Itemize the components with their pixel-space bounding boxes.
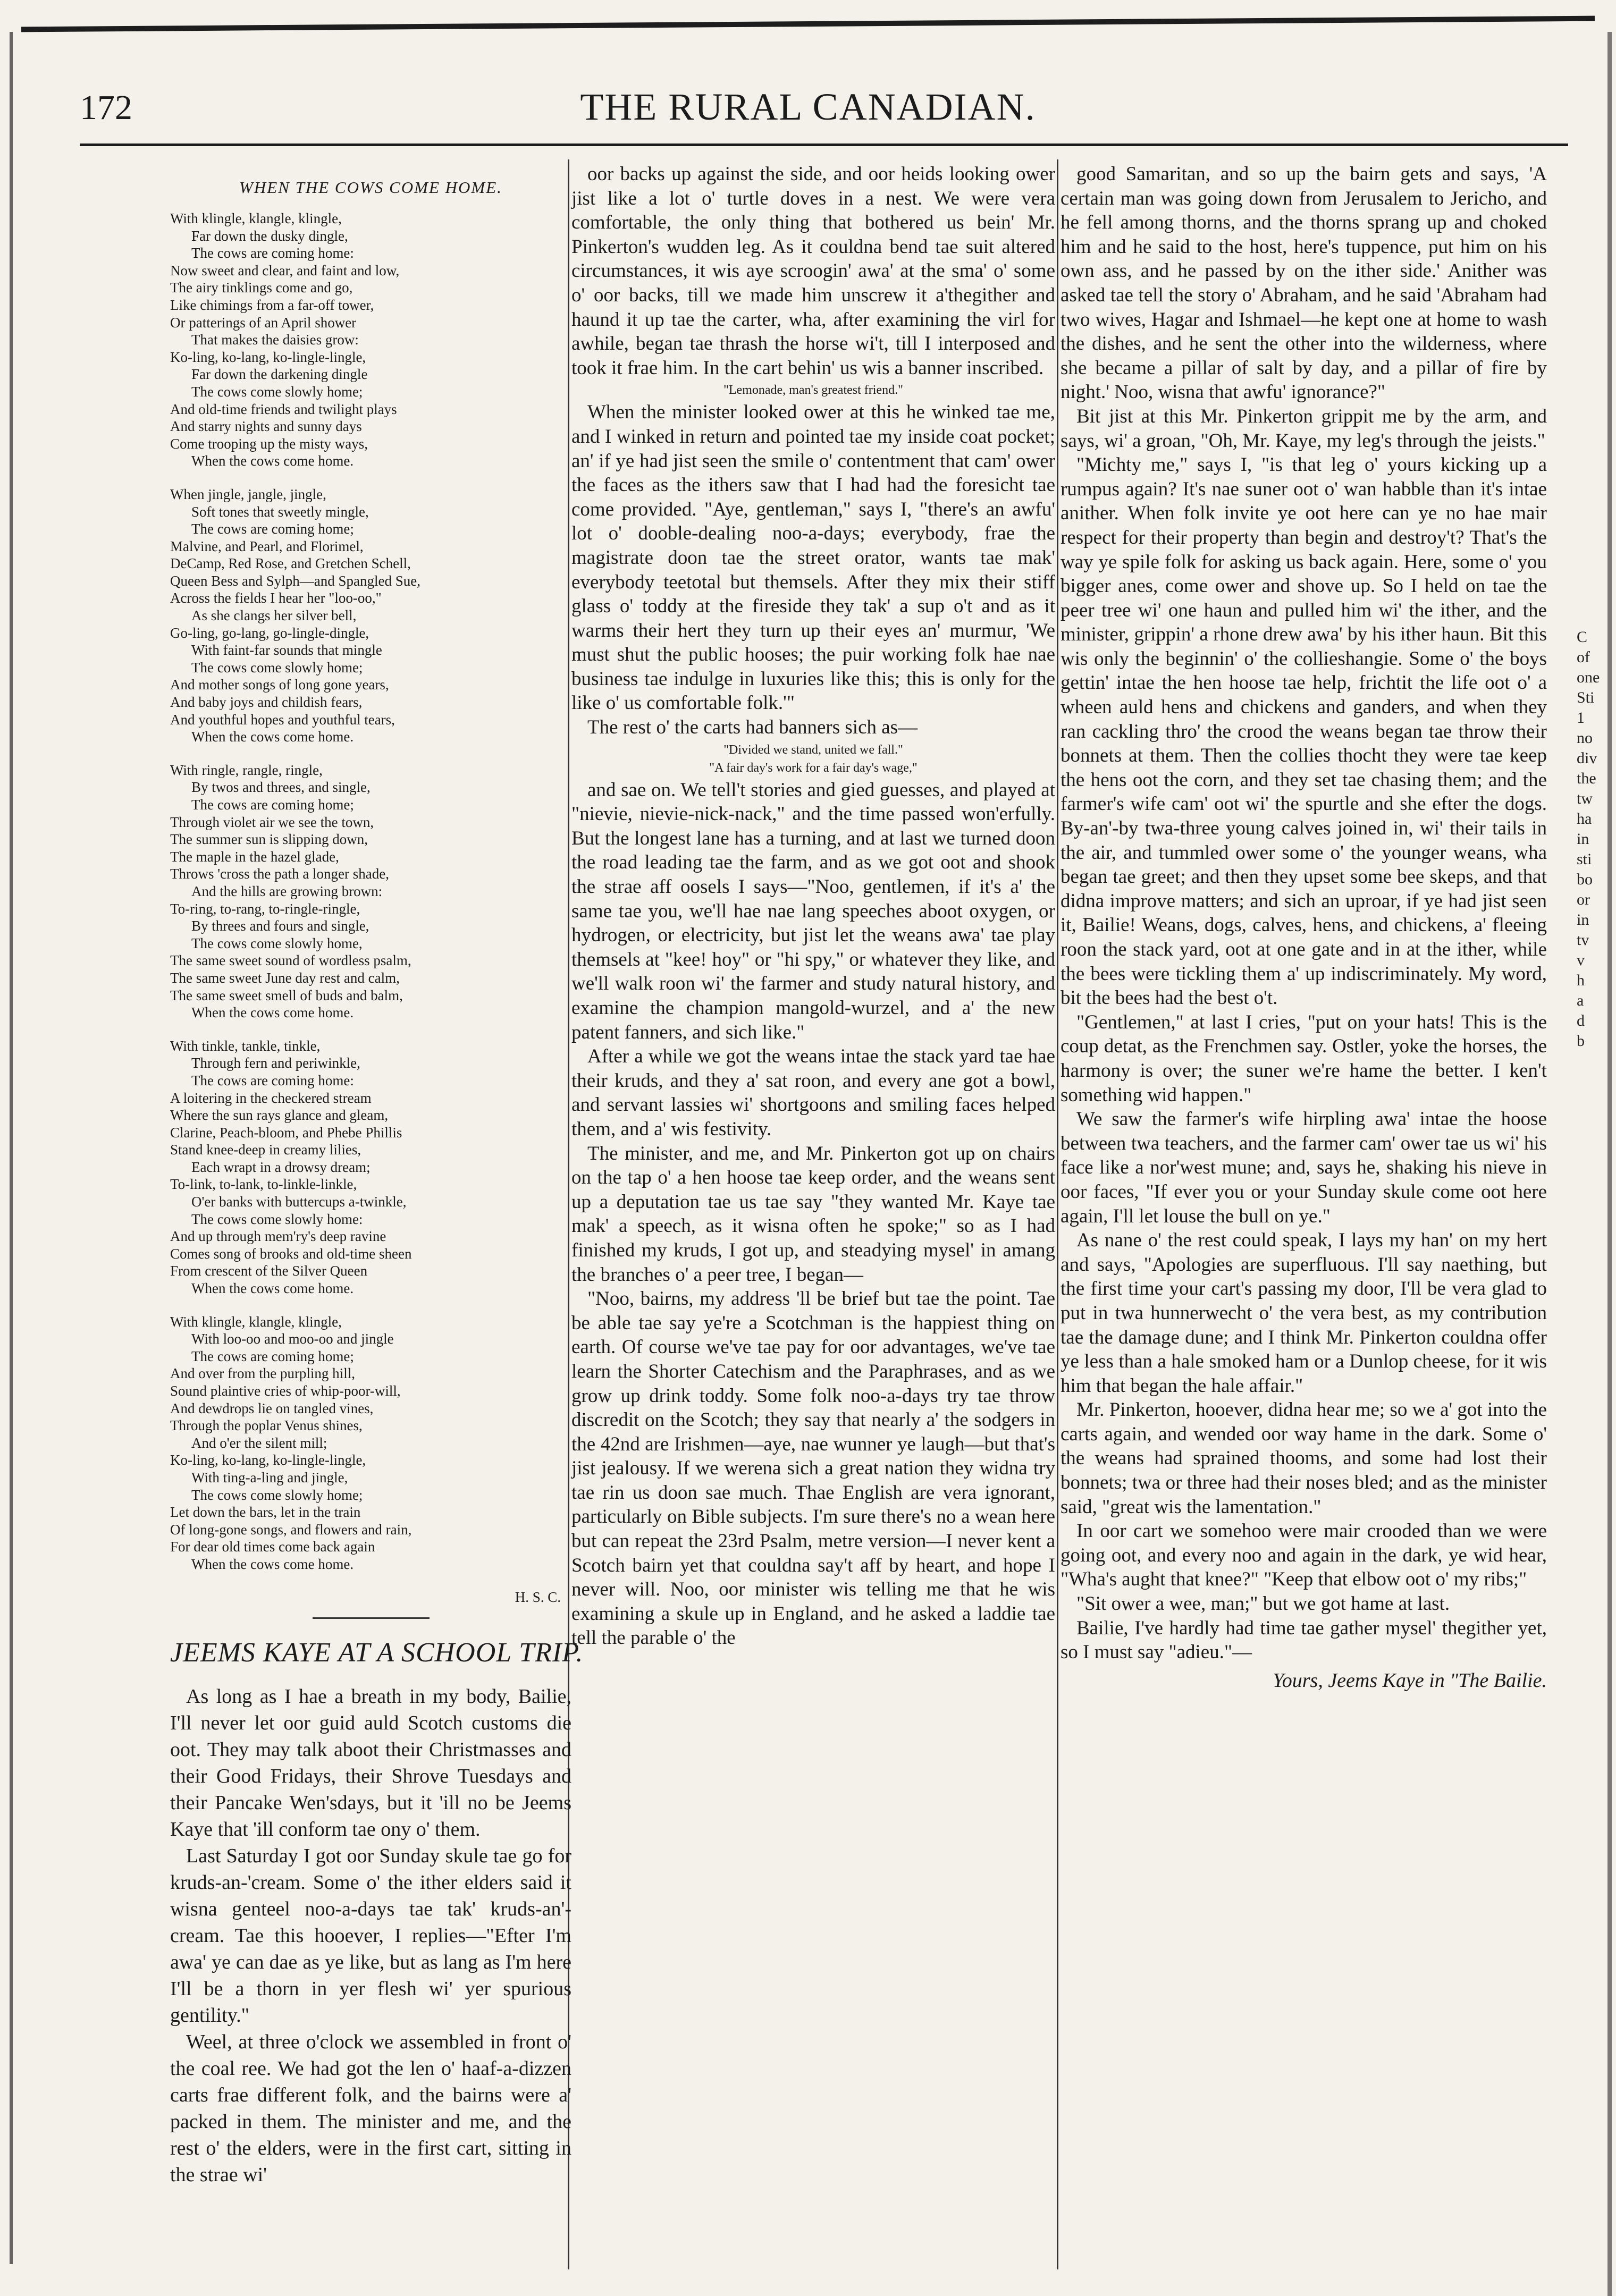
- edge-fragment: or: [1577, 891, 1590, 908]
- poem-line: The cows come slowly home;: [191, 1487, 363, 1503]
- article-column-2-part-2: [571, 400, 1055, 739]
- poem-line: Sound plaintive cries of whip-poor-will,: [170, 1383, 401, 1399]
- poem-line: To-ring, to-rang, to-ringle-ringle,: [170, 900, 360, 917]
- edge-fragment: a: [1577, 992, 1584, 1009]
- poem-line: Throws 'cross the path a longer shade,: [170, 866, 390, 882]
- poem-stanza: [170, 210, 571, 470]
- poem-line: With ringle, rangle, ringle,: [170, 762, 323, 778]
- edge-fragment: tv: [1577, 931, 1589, 949]
- paragraph: The rest o' the carts had banners sich as—: [587, 716, 918, 739]
- poem-line: When the cows come home.: [191, 729, 354, 745]
- poem-line: The cows come slowly home:: [191, 1211, 363, 1227]
- paragraph: Bit jist at this Mr. Pinkerton grippit me by the arm, and says, wi' a groan, "Oh, Mr. Kaye, my leg's through the jeists.": [1060, 405, 1547, 452]
- poem-line: Queen Bess and Sylph—and Spangled Sue,: [170, 572, 420, 589]
- paragraph: In oor cart we somehoo were mair crooded than we were going oot, and every noo and again in the dark, ye wid hear, "Wha's aught that knee?" "Keep that elbow oot o' my ribs;": [1060, 1520, 1547, 1591]
- poem-line: Stand knee-deep in creamy lilies,: [170, 1142, 361, 1158]
- edge-fragment: Sti: [1577, 689, 1595, 706]
- paragraph: Weel, at three o'clock we assembled in front o' the coal ree. We had got the len o' haaf-a-dizzen carts frae different folk, and the bairns were a' packed in them. The minister and me, and the rest o' the elders, were in the first cart, sitting in the strae wi': [170, 2030, 571, 2186]
- poem-line: And old-time friends and twilight plays: [170, 401, 397, 417]
- paragraph: As nane o' the rest could speak, I lays my han' on my hert and says, "Apologies are superfluous. I'll say naething, but the first time your cart's passing my door, I'll be vera glad to put in twa hunnerwecht o' the vera best, as my contribution tae the damage dune; and I think Mr. Pinkerton couldna offer ye less than a hale smoked ham or a Dunlop cheese, for it wis him that began the hale affair.": [1060, 1229, 1547, 1397]
- banner-quote-1: "Lemonade, man's greatest friend.": [723, 383, 903, 398]
- poem-line: Let down the bars, let in the train: [170, 1504, 361, 1521]
- banner-quote-2: "Divided we stand, united we fall.": [723, 742, 903, 757]
- poem-line: Malvine, and Pearl, and Florimel,: [170, 538, 364, 554]
- poem-line: O'er banks with buttercups a-twinkle,: [191, 1194, 407, 1210]
- poem-line: That makes the daisies grow:: [191, 332, 359, 348]
- adjacent-page-fragments: [1577, 627, 1609, 1051]
- poem-line: Far down the darkening dingle: [191, 366, 368, 383]
- paragraph: Bailie, I've hardly had time tae gather mysel' thegither yet, so I must say "adieu."—: [1060, 1617, 1547, 1664]
- poem-line: Far down the dusky dingle,: [191, 227, 348, 244]
- poem-line: Clarine, Peach-bloom, and Phebe Phillis: [170, 1124, 402, 1141]
- poem-line: By threes and fours and single,: [191, 918, 369, 934]
- poem-line: With ting-a-ling and jingle,: [191, 1469, 348, 1485]
- poem-line: As she clangs her silver bell,: [191, 607, 357, 624]
- poem-line: And starry nights and sunny days: [170, 418, 362, 435]
- poem-line: The summer sun is slipping down,: [170, 831, 368, 848]
- poem-line: The same sweet smell of buds and balm,: [170, 987, 403, 1003]
- edge-fragment: 1: [1577, 709, 1585, 727]
- paragraph: Mr. Pinkerton, hooever, didna hear me; so we a' got into the carts again, and wended oor way hame in the dark. Some o' the weans had sprained thooms, and some had lost their bonnets; twa or three had their noses bled; and as the minister said, "great wis the lamentation.": [1060, 1399, 1547, 1518]
- poem-line: Across the fields I hear her "loo-oo,": [170, 590, 382, 606]
- publication-title: THE RURAL CANADIAN.: [580, 86, 1036, 128]
- header-rule: [80, 144, 1568, 146]
- paragraph: As long as I hae a breath in my body, Bailie, I'll never let oor guid auld Scotch customs die oot. They may talk aboot their Christmasses and their Good Fridays, their Shrove Tuesdays and their Pancake Wen'sdays, but it 'ill no be Jeems Kaye that 'ill conform tae ony o' them.: [170, 1685, 571, 1841]
- paragraph: oor backs up against the side, and oor heids looking ower jist like a lot o' turtle doves in a nest. We were vera comfortable, the only thing that bothered us bein' Mr. Pinkerton's wudden leg. As it couldna bend tae suit altered circumstances, it wis aye scroogin' awa' at the sma' o' some o' oor backs, till we made him unscrew it a'thegither and haund it up tae the carter, wha, after examining the virl for awhile, began tae thrash the horse wi't, till I interposed and took it frae him. In the cart behin' us wis a banner inscribed.: [571, 163, 1055, 379]
- article-sign-off: Yours, Jeems Kaye in "The Bailie.: [1273, 1669, 1547, 1692]
- poem-stanza: [170, 762, 571, 1022]
- paragraph: When the minister looked ower at this he winked tae me, and I winked in return and pointed tae my inside coat pocket; an' if ye had jist seen the smile o' contentment that cam' ower the faces as the ithers saw that I had had the foresicht tae come provided. "Aye, gentleman," says I, "there's an awfu' lot o' dooble-dealing noo-a-days; everybody, frae the magistrate doon tae the street orator, wants tae mak' everybody teetotal but themsels. After they mix their stiff glass o' toddy at the fireside they tak' a sup o't and as it warms their hert they turn up their eyes an' murmur, 'We must shut the public hooses; the puir working folk hae nae business tae indulge in luxuries like this; this is only for the like o' us comfortable folk.'": [571, 401, 1055, 714]
- poem-line: And dewdrops lie on tangled vines,: [170, 1400, 374, 1416]
- poem-line: And baby joys and childish fears,: [170, 694, 363, 711]
- poem-line: Each wrapt in a drowsy dream;: [191, 1159, 371, 1175]
- page-number: 172: [80, 88, 132, 127]
- article-column-1: [170, 1683, 571, 2188]
- poem-line: With klingle, klangle, klingle,: [170, 1313, 342, 1330]
- poem-line: Comes song of brooks and old-time sheen: [170, 1245, 412, 1262]
- poem-line: The same sweet June day rest and calm,: [170, 969, 400, 986]
- poem-line: With faint-far sounds that mingle: [191, 642, 382, 659]
- column-divider-2: [1057, 159, 1058, 2269]
- poem-line: The cows are coming home;: [191, 1348, 354, 1364]
- paragraph: Last Saturday I got oor Sunday skule tae go for kruds-an-'cream. Some o' the ither elders said it wisna genteel noo-a-days tae tak' kruds-an'-cream. Tae this hooever, I replies—"Efter I'm awa' ye can dae as ye like, but as lang as I'm here I'll be a thorn in yer flesh wi' yer spurious gentility.": [170, 1844, 571, 2027]
- edge-fragment: no: [1577, 729, 1593, 747]
- banner-quote-3: "A fair day's work for a fair day's wage,": [709, 761, 918, 775]
- edge-fragment: tw: [1577, 790, 1593, 807]
- poem-line: Now sweet and clear, and faint and low,: [170, 262, 400, 278]
- paragraph: The minister, and me, and Mr. Pinkerton got up on chairs on the tap o' a hen hoose tae keep order, and the weans sent up a deputation tae us tae say "they wanted Mr. Kaye tae mak' a speech, as it wisna often he spoke;" so as I had finished my kruds, I got up, and steadying mysel' in amang the branches o' a peer tree, I began—: [571, 1142, 1055, 1286]
- poem-line: And over from the purpling hill,: [170, 1365, 355, 1382]
- poem-line: When the cows come home.: [191, 1556, 354, 1572]
- poem-line: Through the poplar Venus shines,: [170, 1417, 363, 1434]
- paragraph: good Samaritan, and so up the bairn gets and says, 'A certain man was going down from Jerusalem to Jericho, and he fell among thorns, and the thorns sprang up and choked him and he said to the host, here's tuppence, put him on his own ass, and he passed by on the ither side.' Anither was asked tae tell the story o' Abraham, and he said 'Abraham had two wives, Hagar and Ishmael—he kept one at home to wash the dishes, and he sent the other into the wilderness, where she became a pillar of salt by day, and a pillar of fire by night.' Noo, wisna that awfu' ignorance?": [1060, 163, 1547, 403]
- edge-fragment: bo: [1577, 871, 1593, 888]
- column-3: [1060, 162, 1547, 1692]
- poem-title: WHEN THE COWS COME HOME.: [239, 178, 502, 197]
- poem-line: Go-ling, go-lang, go-lingle-dingle,: [170, 624, 369, 641]
- poem-signature: H. S. C.: [515, 1589, 561, 1605]
- edge-fragment: C: [1577, 628, 1588, 646]
- poem-line: Where the sun rays glance and gleam,: [170, 1107, 389, 1124]
- poem-line: And up through mem'ry's deep ravine: [170, 1228, 386, 1245]
- poem-line: Like chimings from a far-off tower,: [170, 297, 374, 313]
- poem-line: A loitering in the checkered stream: [170, 1090, 372, 1106]
- edge-fragment: b: [1577, 1032, 1585, 1050]
- poem-line: And o'er the silent mill;: [191, 1434, 327, 1451]
- paragraph: "Sit ower a wee, man;" but we got hame at last.: [1076, 1593, 1450, 1615]
- column-1: [170, 162, 584, 2188]
- poem-line: To-link, to-lank, to-linkle-linkle,: [170, 1176, 357, 1193]
- article-column-2-part-1: [571, 162, 1055, 380]
- article-column-2-part-3: [571, 778, 1055, 1650]
- poem-line: The airy tinklings come and go,: [170, 280, 353, 296]
- article-title: JEEMS KAYE AT A SCHOOL TRIP.: [170, 1637, 584, 1668]
- poem-line: When the cows come home.: [191, 453, 354, 469]
- poem-line: The same sweet sound of wordless psalm,: [170, 952, 411, 969]
- poem-line: The cows come slowly home,: [191, 935, 363, 951]
- paragraph: "Gentlemen," at last I cries, "put on your hats! This is the coup detat, as the Frenchmen say. Ostler, yoke the horses, the harmony is over; the suner we're hame the better. I ken't something wid happen.": [1060, 1011, 1547, 1106]
- edge-fragment: of: [1577, 648, 1590, 666]
- edge-fragment: ha: [1577, 810, 1592, 828]
- edge-fragment: div: [1577, 749, 1597, 767]
- poem-line: When the cows come home.: [191, 1280, 354, 1297]
- poem-line: With tinkle, tankle, tinkle,: [170, 1037, 321, 1054]
- column-2: [571, 162, 1055, 1650]
- poem-line: The cows are coming home:: [191, 245, 354, 261]
- poem-line: And youthful hopes and youthful tears,: [170, 711, 395, 728]
- poem-body: [170, 210, 571, 1573]
- poem-line: The maple in the hazel glade,: [170, 848, 339, 865]
- poem-line: The cows come slowly home;: [191, 383, 363, 400]
- paragraph: "Michty me," says I, "is that leg o' yours kicking up a rumpus again? It's nae suner oot o' wan habble than it's intae anither. When folk invite ye oot here can ye no hae mair respect for their property than begin and destroy't? That's the way ye spile folk for asking us back again. Here, some o' you bigger anes, come ower and shove up. So I held on tae the peer tree wi' one haun and pulled him wi' the ither, and the minister, grippin' a rhone drew awa' by his ither haun. Bit this wis only the beginnin' o' the collieshangie. Some o' the boys gettin' intae the hen hoose tae help, frichtit the life oot o' a wheen auld hens and chickens and ganders, and when they ran cackling thro' the crood the weans began tae throw their bonnets at them. Then the collies thocht they were tae keep the hens oot the corn, and they set tae chasing them; and the farmer's wife cam' oot wi' the spurtle and she efter the dogs. By-an'-by twa-three young calves joined in, wi' their tails in the air, and tummled ower some o' the younger weans, wha began tae greet; and then they upset some bee skeps, and that didna improve matters; and sich an uproar, if ye had jist seen it, Bailie! Weans, dogs, calves, hens, and chickens, a' fleeing roon the stack yard, oot at one gate and in at the ither, while the bees were tickling them a' up indiscriminately. My word, bit the bees had the best o't.: [1060, 454, 1547, 1009]
- edge-fragment: one: [1577, 669, 1600, 686]
- poem-line: The cows are coming home;: [191, 521, 354, 537]
- top-border-rule: [21, 16, 1595, 32]
- edge-fragment: v: [1577, 951, 1585, 969]
- poem-line: Through fern and periwinkle,: [191, 1055, 360, 1071]
- section-separator: [313, 1617, 430, 1619]
- paragraph: We saw the farmer's wife hirpling awa' intae the hoose between twa teachers, and the farmer cam' ower tae us wi' his face like a nor'west mune; and, says he, shaking his nieve in oor faces, "If ever you or your Sunday skule come oot here again, I'll let louse the bull on ye.": [1060, 1108, 1547, 1227]
- poem-line: When the cows come home.: [191, 1004, 354, 1021]
- edge-fragment: d: [1577, 1012, 1585, 1029]
- poem-line: The cows come slowly home;: [191, 659, 363, 676]
- edge-fragment: the: [1577, 770, 1596, 787]
- poem-line: And mother songs of long gone years,: [170, 677, 389, 693]
- poem-line: Come trooping up the misty ways,: [170, 435, 368, 452]
- poem-line: With loo-oo and moo-oo and jingle: [191, 1331, 394, 1347]
- left-page-edge: [10, 32, 13, 2264]
- poem-line: Soft tones that sweetly mingle,: [191, 503, 369, 520]
- poem-stanza: [170, 1037, 571, 1297]
- poem-line: DeCamp, Red Rose, and Gretchen Schell,: [170, 555, 411, 572]
- poem-line: The cows are coming home:: [191, 1072, 354, 1088]
- poem-line: Of long-gone songs, and flowers and rain,: [170, 1521, 412, 1538]
- poem-stanza: [170, 1313, 571, 1573]
- paragraph: "Noo, bairns, my address 'll be brief but tae the point. Tae be able tae say ye're a Scotchman is the happiest thing on earth. Of course we've tae pay for oor advantages, we've tae learn the Shorter Catechism and the Paraphrases, and as we grow up drink toddy. Some folk noo-a-days try tae throw discredit on the Scotch; they say that nearly a' the sodgers in the 42nd are Irishmen—aye, nae wunner ye laugh—but that's jist jealousy. If we werena sich a great nation they widna try tae rin us doon sae much. Thae English are vera ignorant, particularly on Bible subjects. I'm sure there's no a wean here but can repeat the 23rd Psalm, metre version—I never kent a Scotch bairn yet that couldna say't aff by heart, and hope I never will. Noo, oor minister wis telling me that he wis examining a skule up in England, and he asked a laddie tae tell the parable o' the: [571, 1288, 1055, 1649]
- right-page-edge: [1607, 32, 1612, 2296]
- poem-line: Through violet air we see the town,: [170, 814, 374, 830]
- poem-line: For dear old times come back again: [170, 1539, 375, 1555]
- edge-fragment: h: [1577, 972, 1585, 989]
- poem-line: Ko-ling, ko-lang, ko-lingle-lingle,: [170, 1452, 366, 1468]
- poem-line: Ko-ling, ko-lang, ko-lingle-lingle,: [170, 349, 366, 365]
- poem-line: With klingle, klangle, klingle,: [170, 210, 342, 226]
- poem-line: When jingle, jangle, jingle,: [170, 486, 326, 502]
- poem-line: Or patterings of an April shower: [170, 314, 357, 331]
- paragraph: and sae on. We tell't stories and gied guesses, and played at "nievie, nievie-nick-nack," and the time passed won'erfully. But the longest lane has a turning, and at last we turned doon the road leading tae the farm, and as we got oot and shook the strae aff oosels I says—"Noo, gentlemen, if it's a' the same tae you, we'll hae nae lang speeches aboot oxygen, or hydrogen, or electricity, but jist let the weans awa' tae play themsels at "kee! hoy" or "hi spy," or whatever they like, and we'll walk roon wi' the farmer and study natural history, and examine the champion mangold-wurzel, and a' the new patent fanners, and sich like.": [571, 779, 1055, 1043]
- edge-fragment: in: [1577, 830, 1589, 848]
- poem-line: The cows are coming home;: [191, 797, 354, 813]
- poem-line: And the hills are growing brown:: [191, 883, 383, 899]
- poem-line: By twos and threes, and single,: [191, 779, 371, 796]
- article-column-3: [1060, 162, 1547, 1665]
- paragraph: After a while we got the weans intae the stack yard tae hae their kruds, and they a' sat roon, and every ane got a bowl, and servant lassies wi' shortgoons and smiling faces helped them, and a' wis festivity.: [571, 1045, 1055, 1140]
- edge-fragment: sti: [1577, 850, 1592, 868]
- edge-fragment: in: [1577, 911, 1589, 928]
- poem-line: From crescent of the Silver Queen: [170, 1263, 368, 1279]
- poem-stanza: [170, 486, 571, 746]
